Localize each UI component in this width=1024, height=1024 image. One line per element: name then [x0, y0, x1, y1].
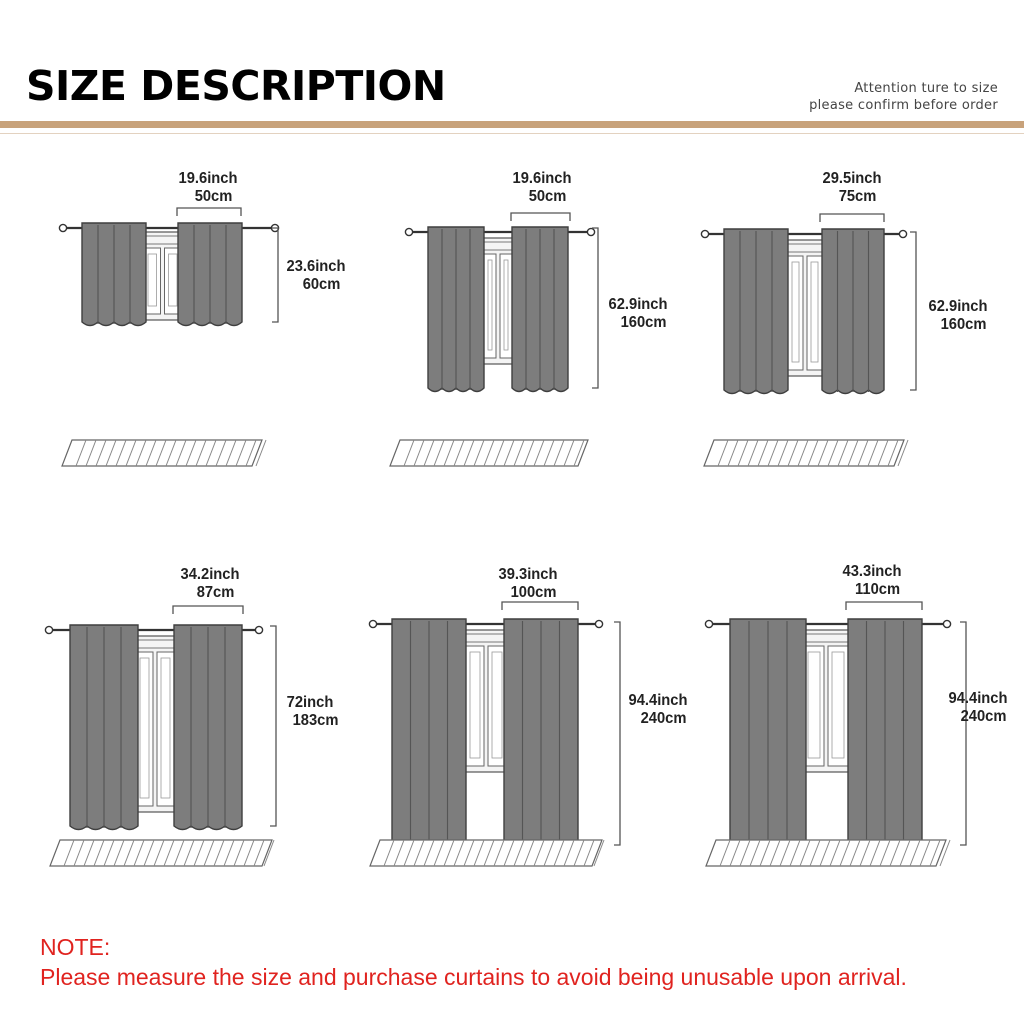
- attention-line-1: Attention ture to size: [854, 81, 998, 96]
- rod-finial-left: [705, 620, 712, 627]
- height-inch: 94.4inch: [948, 690, 1008, 707]
- width-label: [169, 566, 252, 602]
- curtain-panel-right: [848, 619, 922, 849]
- width-label: [831, 563, 914, 599]
- curtain-set-3: [701, 214, 916, 466]
- width-cm: 75cm: [838, 188, 877, 205]
- width-label: [811, 170, 894, 206]
- rod-finial-left: [369, 620, 376, 627]
- curtain-panel-right: [822, 229, 884, 394]
- floor-outline: [62, 440, 262, 466]
- height-inch: 23.6inch: [286, 258, 346, 275]
- rod-finial-right: [255, 626, 262, 633]
- attention-line-2: please confirm before order: [809, 98, 998, 113]
- curtain-panel-left: [392, 619, 466, 849]
- width-bracket: [502, 602, 578, 610]
- rod-finial-left: [405, 228, 412, 235]
- height-cm: 183cm: [292, 712, 339, 729]
- width-cm: 87cm: [196, 584, 235, 601]
- height-inch: 72inch: [286, 694, 334, 711]
- curtain-panel-right: [174, 625, 242, 830]
- width-bracket: [820, 214, 884, 222]
- floor-hatch: [706, 840, 950, 866]
- height-cm: 160cm: [940, 316, 987, 333]
- window-pane-right: [157, 652, 174, 806]
- curtain-set-4: [45, 606, 276, 866]
- curtain-panel-right: [504, 619, 578, 849]
- floor-outline: [704, 440, 904, 466]
- curtain-set-6: [705, 602, 966, 866]
- width-bracket: [511, 213, 570, 221]
- floor-hatch: [50, 840, 274, 866]
- height-inch: 62.9inch: [608, 296, 668, 313]
- rod-finial-right: [595, 620, 602, 627]
- window-pane-right: [500, 254, 512, 358]
- curtain-panel-left: [82, 223, 146, 326]
- width-cm: 50cm: [194, 188, 233, 205]
- width-inch: 43.3inch: [842, 563, 902, 580]
- width-label: [501, 170, 584, 206]
- width-label: [167, 170, 250, 206]
- note-heading: NOTE:: [40, 934, 111, 960]
- floor-hatch: [704, 440, 908, 466]
- width-inch: 29.5inch: [822, 170, 882, 187]
- height-bracket: [960, 622, 966, 845]
- height-cm: 160cm: [620, 314, 667, 331]
- window-pane-left: [804, 646, 824, 766]
- curtain-panel-left: [428, 227, 484, 392]
- height-inch: 62.9inch: [928, 298, 988, 315]
- note-block: [40, 932, 907, 992]
- height-bracket: [614, 622, 620, 845]
- curtain-panel-right: [178, 223, 242, 326]
- width-cm: 110cm: [855, 581, 901, 598]
- width-cm: 100cm: [510, 584, 557, 601]
- floor-hatch: [62, 440, 266, 466]
- page-title: SIZE DESCRIPTION: [26, 62, 446, 110]
- window-pane-left: [788, 256, 803, 370]
- width-bracket: [173, 606, 243, 614]
- height-label: [617, 692, 700, 728]
- window-pane-left: [484, 254, 496, 358]
- rod-finial-right: [899, 230, 906, 237]
- width-bracket: [177, 208, 241, 216]
- height-cm: 240cm: [640, 710, 687, 727]
- curtain-set-5: [369, 602, 620, 866]
- height-inch: 94.4inch: [628, 692, 688, 709]
- height-label: [275, 258, 358, 294]
- note-text: Please measure the size and purchase curtains to avoid being unusable upon arrival.: [40, 964, 907, 990]
- width-inch: 39.3inch: [498, 566, 558, 583]
- window-pane-right: [807, 256, 822, 370]
- height-bracket: [910, 232, 916, 390]
- floor-hatch: [370, 840, 604, 866]
- window-pane-left: [466, 646, 484, 766]
- curtain-panel-left: [730, 619, 806, 849]
- height-cm: 60cm: [302, 276, 341, 293]
- height-cm: 240cm: [960, 708, 1007, 725]
- rod-finial-right: [943, 620, 950, 627]
- curtain-set-1: [59, 208, 278, 466]
- rod-finial-left: [59, 224, 66, 231]
- width-inch: 34.2inch: [180, 566, 240, 583]
- height-label: [269, 694, 352, 730]
- width-cm: 50cm: [528, 188, 567, 205]
- floor-hatch: [390, 440, 588, 466]
- rod-finial-left: [45, 626, 52, 633]
- rod-finial-left: [701, 230, 708, 237]
- curtain-panel-left: [724, 229, 788, 394]
- width-inch: 19.6inch: [512, 170, 572, 187]
- height-label: [917, 298, 1000, 334]
- height-label: [937, 690, 1020, 726]
- rod-finial-right: [587, 228, 594, 235]
- width-label: [487, 566, 570, 602]
- curtain-panel-left: [70, 625, 138, 830]
- width-bracket: [846, 602, 922, 610]
- window-pane-right: [828, 646, 848, 766]
- width-inch: 19.6inch: [178, 170, 238, 187]
- height-label: [597, 296, 680, 332]
- curtain-panel-right: [512, 227, 568, 392]
- curtain-set-2: [390, 213, 598, 466]
